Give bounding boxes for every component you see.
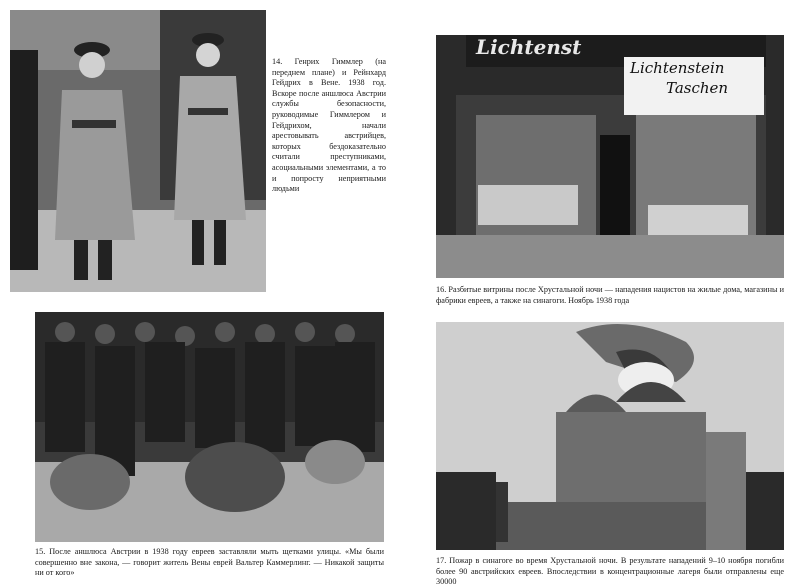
photo-broken-windows (436, 35, 784, 278)
caption-14: 14. Генрих Гиммлер (на переднем плане) и Рейнхард Гейдрих в Вене. 1938 год. Вскоре после аншлюса Австрии службы безопасности, руководимые Гиммлером и Гейдрихом, начали арестовывать австрийцев, которых бездоказательно считали преступниками, асоциальными элементами, а то и попросту неприятными людьми (272, 57, 386, 194)
photo-street-scrubbing (35, 312, 384, 542)
caption-17: 17. Пожар в синагоге во время Хрустальной ночи. В результате нападений 9–10 ноября погибли более 90 австрийских евреев. Впоследствии в концентрационные лагеря были отправлены еще 30000 (436, 556, 784, 587)
caption-16: 16. Разбитые витрины после Хрустальной ночи — нападения нацистов на жилые дома, магазины и фабрики евреев, а также на синагоги. Ноябрь 1938 года (436, 285, 784, 305)
photo-burning-synagogue (436, 322, 784, 550)
shop-sign-line1: Lichtenstein (630, 59, 725, 77)
caption-15: 15. После аншлюса Австрии в 1938 году евреев заставляли мыть щетками улицы. «Мы были совершенно вне закона, — говорит житель Вены еврей Вальтер Каммерлинг. — Никакой защиты ни от кого» (35, 547, 384, 578)
photo-himmler-heydrich (10, 10, 266, 292)
shop-sign-top: Lichtenst (476, 35, 582, 59)
photo-16-image (436, 35, 784, 278)
shop-sign-line2: Taschen (666, 79, 729, 97)
photo-14-image (10, 10, 266, 292)
photo-15-image (35, 312, 384, 542)
photo-17-image (436, 322, 784, 550)
